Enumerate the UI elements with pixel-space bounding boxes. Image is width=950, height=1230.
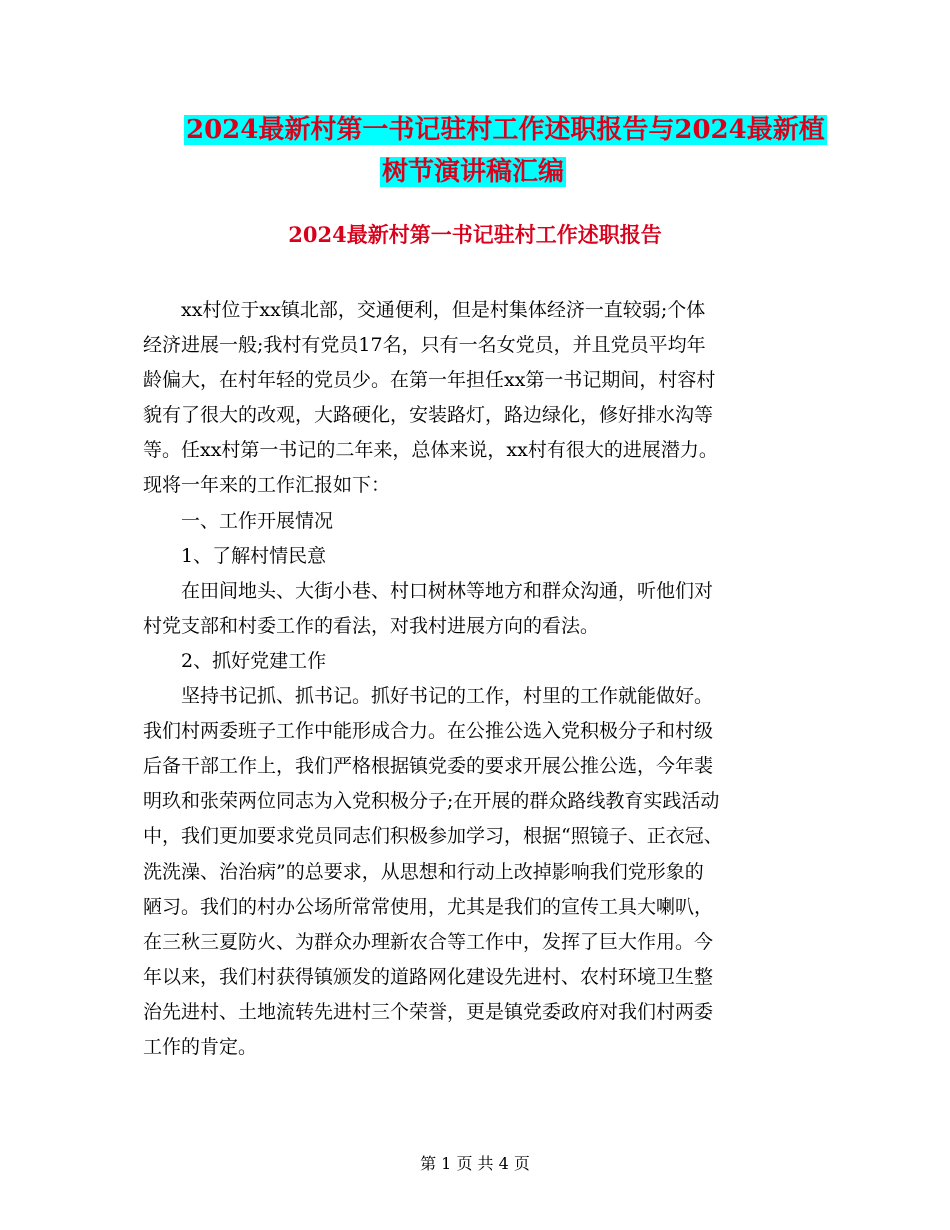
body-text [143, 293, 823, 1065]
section-heading: 2024最新村第一书记驻村工作述职报告 [288, 222, 662, 247]
body-line: 治先进村、土地流转先进村三个荣誉，更是镇党委政府对我们村两委 [143, 1000, 714, 1023]
title-highlight: 2024最新村第一书记驻村工作述职报告与2024最新植 [186, 115, 825, 145]
body-line: 年以来，我们村获得镇颁发的道路网化建设先进村、农村环境卫生整 [143, 965, 714, 988]
body-line: 工作的肯定。 [143, 1035, 258, 1058]
body-line: 陋习。我们的村办公场所常常使用，尤其是我们的宣传工具大喇叭， [143, 895, 714, 918]
body-line: 我们村两委班子工作中能形成合力。在公推公选入党积极分子和村级 [143, 720, 714, 743]
document-title-line-1 [184, 113, 827, 147]
body-line: 在三秋三夏防火、为群众办理新农合等工作中，发挥了巨大作用。今 [143, 930, 714, 953]
body-line: xx村位于xx镇北部，交通便利，但是村集体经济一直较弱;个体 [143, 299, 706, 321]
page-footer: 第 1 页 共 4 页 [420, 1154, 530, 1173]
body-line: 等。任xx村第一书记的二年来，总体来说，xx村有很大的进展潜力。 [143, 439, 718, 462]
body-line: 现将一年来的工作汇报如下： [143, 474, 391, 497]
body-line: 坚持书记抓、抓书记。抓好书记的工作，村里的工作就能做好。 [143, 685, 714, 708]
title-highlight: 树节演讲稿汇编 [382, 157, 565, 187]
body-line: 中，我们更加要求党员同志们积极参加学习，根据“照镜子、正衣冠、 [143, 825, 723, 848]
body-line: 一、工作开展情况 [143, 509, 334, 532]
body-line: 龄偏大，在村年轻的党员少。在第一年担任xx第一书记期间，村容村 [143, 369, 716, 392]
body-line: 明玖和张荣两位同志为入党积极分子;在开展的群众路线教育实践活动 [143, 790, 720, 813]
body-line: 1、了解村情民意 [143, 544, 327, 567]
body-line: 经济进展一般;我村有党员17名，只有一名女党员，并且党员平均年 [143, 334, 706, 357]
body-line: 村党支部和村委工作的看法，对我村进展方向的看法。 [143, 614, 600, 637]
body-line: 在田间地头、大街小巷、村口树林等地方和群众沟通，听他们对 [143, 579, 714, 602]
body-line: 貌有了很大的改观，大路硬化，安装路灯，路边绿化，修好排水沟等 [143, 404, 714, 427]
body-line: 后备干部工作上，我们严格根据镇党委的要求开展公推公选，今年裴 [143, 755, 714, 778]
body-line: 2、抓好党建工作 [143, 649, 327, 672]
body-line: 洗洗澡、治治病”的总要求，从思想和行动上改掉影响我们党形象的 [143, 860, 704, 883]
document-title-line-2 [380, 155, 566, 189]
